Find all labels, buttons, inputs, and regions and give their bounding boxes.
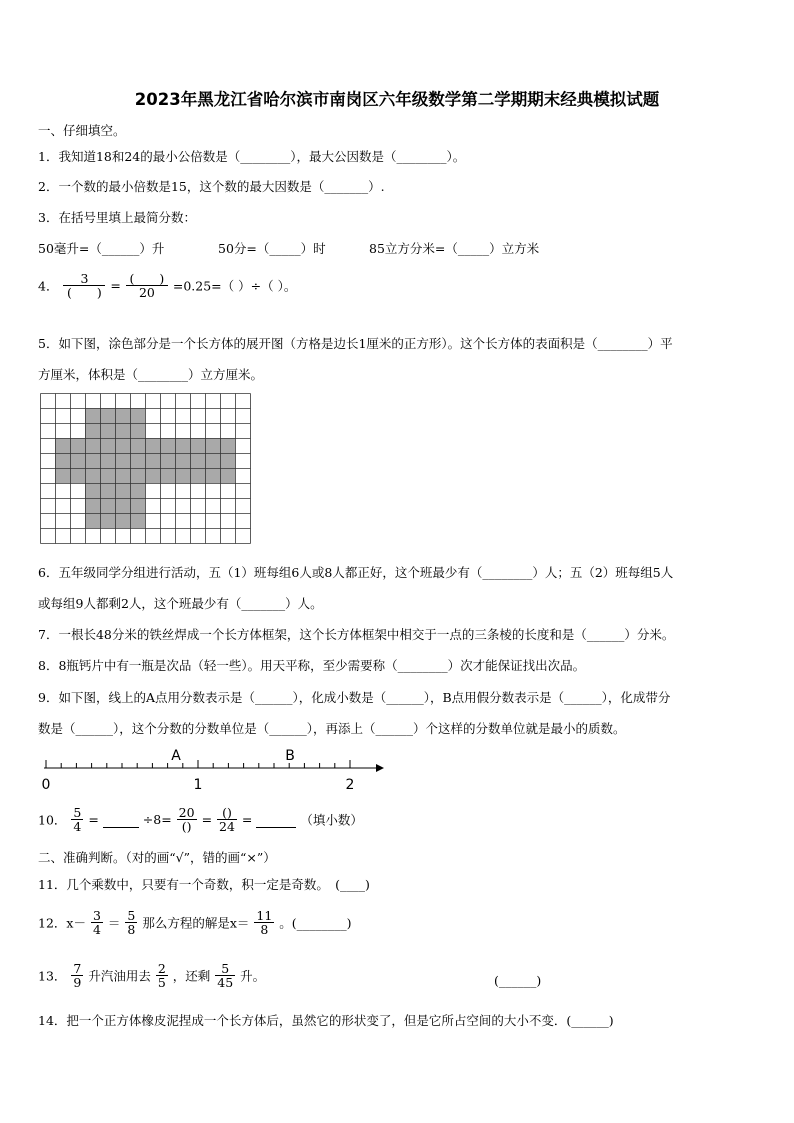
question-number: 10．: [38, 812, 67, 828]
numerator: 11: [256, 908, 273, 923]
fraction: [126, 272, 168, 299]
numerator: 5: [73, 805, 82, 820]
fraction: [71, 806, 83, 833]
numerator: 3: [92, 908, 101, 923]
section-heading-fill-in: 一、仔细填空。: [38, 123, 126, 138]
denominator: 8: [260, 922, 269, 938]
number-line-ticks: [46, 760, 350, 768]
question-10: [38, 806, 363, 833]
question-13-text-1: 升汽油用去: [88, 968, 151, 984]
denominator: 20: [138, 285, 155, 301]
answer-blank[interactable]: [103, 812, 139, 828]
question-3-part-a: 50毫升=（______）升: [38, 241, 165, 256]
tick-label-1: 1: [193, 777, 203, 793]
question-3-part-c: 85立方分米=（_____）立方米: [369, 241, 540, 256]
question-3: 3．在括号里填上最简分数：: [38, 210, 196, 225]
arrow-head-icon: [376, 764, 384, 772]
fraction: [254, 909, 274, 936]
fraction: [63, 272, 105, 299]
denominator: 8: [127, 922, 136, 938]
fraction: [156, 962, 168, 989]
fraction: [177, 806, 197, 833]
question-13-text-2: ，还剩: [172, 968, 211, 984]
denominator: (): [181, 819, 192, 835]
numerator: 3: [63, 272, 105, 286]
question-9-line-2: 数是（______），这个分数的分数单位是（______），再添上（______）个这样的分数单位就是最小的质数。: [38, 721, 626, 736]
question-number: 13．: [38, 968, 67, 984]
point-b-label: B: [285, 748, 295, 764]
question-13-answer[interactable]: (______): [494, 973, 542, 988]
numerator: 5: [127, 908, 136, 923]
question-10-mid: ÷8=: [142, 812, 172, 828]
question-3-part-b: 50分=（_____）时: [218, 241, 326, 256]
question-12-tail: 。(________): [279, 915, 352, 931]
numerator: 20: [178, 805, 195, 820]
numerator: 2: [157, 961, 166, 976]
answer-blank[interactable]: [256, 812, 296, 828]
denominator: 4: [92, 922, 101, 938]
question-2: 2．一个数的最小倍数是15，这个数的最大因数是（_______）.: [38, 179, 385, 194]
question-5-line-2: 方厘米，体积是（________）立方厘米。: [38, 367, 264, 382]
numerator: (): [217, 806, 237, 820]
question-6-line-1: 6．五年级同学分组进行活动，五（1）班每组6人或8人都正好，这个班最少有（________）人；五（2）班每组5人: [38, 565, 674, 580]
fraction: [91, 909, 103, 936]
question-13: [38, 962, 265, 989]
question-4: [38, 272, 296, 299]
fraction: [217, 806, 237, 833]
denominator: ( ): [67, 285, 102, 301]
numerator: ( ): [126, 272, 168, 286]
section-heading-judge: 二、准确判断。（对的画“√”，错的画“×”）: [38, 850, 276, 865]
denominator: 45: [217, 975, 234, 991]
denominator: 24: [219, 819, 235, 835]
fraction: [215, 962, 235, 989]
tick-label-0: 0: [41, 777, 51, 793]
question-14: 14．把一个正方体橡皮泥捏成一个长方体后，虽然它的形状变了，但是它所占空间的大小不变．(______): [38, 1013, 614, 1028]
equals-sign: =: [88, 812, 99, 828]
equals-sign: =: [110, 278, 121, 294]
denominator: 5: [157, 975, 166, 991]
question-7: 7．一根长48分米的铁丝焊成一个长方体框架，这个长方体框架中相交于一点的三条棱的长度和是（______）分米。: [38, 627, 675, 642]
question-12: [38, 909, 352, 936]
question-11: 11．几个乘数中，只要有一个奇数，积一定是奇数。 (____): [38, 877, 370, 892]
question-number: 4．: [38, 278, 59, 294]
number-line: [36, 745, 386, 795]
denominator: 4: [73, 819, 82, 835]
question-12-prefix: 12．x－: [38, 915, 86, 931]
tick-label-2: 2: [345, 777, 355, 793]
shaded-net: [55, 408, 235, 528]
grid-lines: [41, 394, 251, 544]
net-grid-figure: [40, 393, 254, 545]
equals-sign: =: [241, 812, 253, 828]
question-12-mid: 那么方程的解是x＝: [142, 915, 250, 931]
question-1: 1．我知道18和24的最小公倍数是（________），最大公因数是（________）。: [38, 149, 466, 164]
numerator: 7: [73, 961, 82, 976]
question-9-line-1: 9．如下图，线上的A点用分数表示是（______），化成小数是（______），B点用假分数表示是（______），化成带分: [38, 690, 671, 705]
denominator: 9: [73, 975, 82, 991]
question-8: 8．8瓶钙片中有一瓶是次品（轻一些）。用天平称，至少需要称（________）次才能保证找出次品。: [38, 658, 586, 673]
question-13-text-3: 升。: [240, 968, 266, 984]
numerator: 5: [215, 962, 235, 976]
equals-sign: ＝: [107, 915, 121, 931]
fraction: [125, 909, 137, 936]
question-4-rest: =0.25=（ ）÷（ ）。: [172, 278, 297, 294]
point-a-label: A: [171, 748, 181, 764]
question-6-line-2: 或每组9人都剩2人，这个班最少有（_______）人。: [38, 596, 323, 611]
question-5-line-1: 5．如下图，涂色部分是一个长方体的展开图（方格是边长1厘米的正方形）。这个长方体的表面积是（________）平: [38, 336, 673, 351]
page-title: 2023年黑龙江省哈尔滨市南岗区六年级数学第二学期期末经典模拟试题: [134, 90, 660, 109]
fraction: [71, 962, 83, 989]
question-10-tail: （填小数）: [300, 812, 363, 828]
equals-sign: =: [201, 812, 213, 828]
